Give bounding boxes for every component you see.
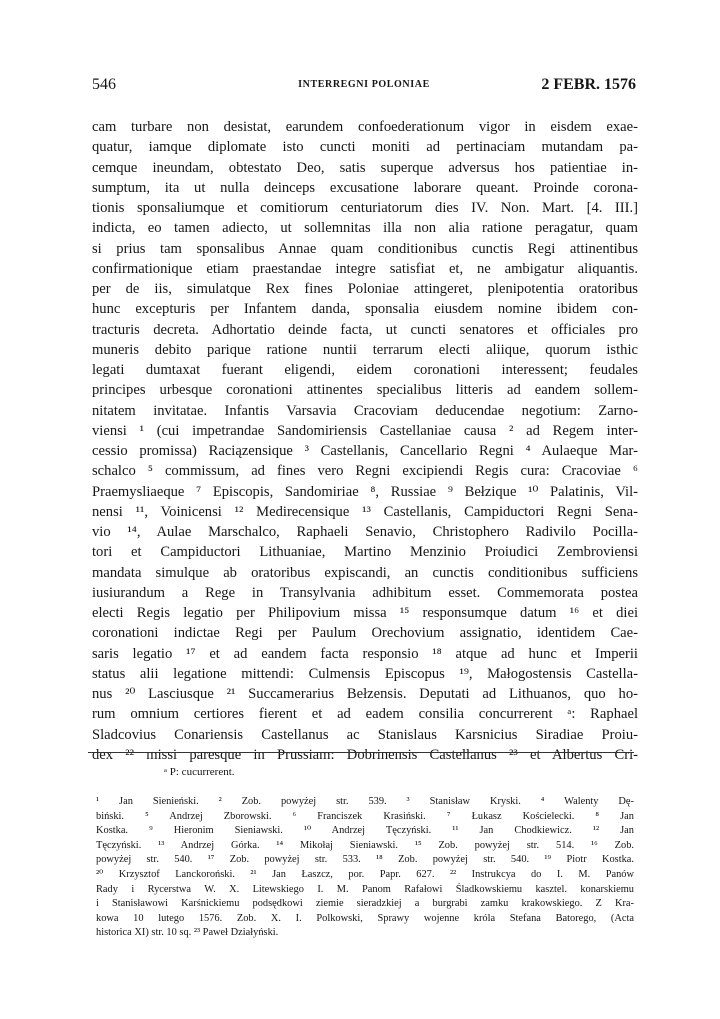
text-line: electi Regis legatio per Philipovium missa ¹⁵ responsumque datum ¹⁶ et diei xyxy=(92,605,638,621)
running-date: 2 FEBR. 1576 xyxy=(541,76,636,93)
text-line: rum omnium certiores fierent et ad eadem consilia concurrerent ᵃ: Raphael xyxy=(92,706,638,723)
text-line: tionis sponsaliumque et comitiorum centuriatorum dies IV. Non. Mart. [4. III.] xyxy=(92,200,638,216)
footnote-line: i Stanisławowi Karśnickiemu podsędkowi ziemie sieradzkiej a burgrabi zamku krakowskiego. Z Kra- xyxy=(96,898,634,910)
text-line: coronationi indictae Regi per Paulum Orechovium assignatio, identidem Cae- xyxy=(92,625,638,642)
footnote-line: ²⁰ Krzysztof Lanckoroński. ²¹ Jan Łaszcz, por. Papr. 627. ²² Instrukcya do I. M. Panów xyxy=(96,868,634,880)
text-line: nitatem invitatae. Infantis Varsavia Cracoviam deducendae negotium: Zarno- xyxy=(92,402,638,419)
text-line: confirmationique etiam praestandae integre satisfiat et, ne ambigatur aliquantis. xyxy=(92,260,638,277)
footnote-separator xyxy=(88,752,634,753)
footnote-line: Rady i Rycerstwa W. X. Litewskiego I. M. Panom Rafałowi Śladkowskiemu kasztel. konarskiemu xyxy=(96,883,634,895)
text-line: mandata simulque ab oratoribus expiscandi, an cunctis conditionibus sufficiens xyxy=(92,564,638,581)
page-number: 546 xyxy=(92,76,116,93)
text-line: hunc excepturis per Infantem danda, sponsalia eiusdem nomine ibidem con- xyxy=(92,301,638,318)
text-line: indicta, eo tamen adiecto, ut sollemnitas illa non alia ratione peragatur, quam xyxy=(92,220,638,237)
text-line: tracturis decreta. Adhortatio deinde facta, ut cuncti senatores et officiales pro xyxy=(92,321,638,338)
text-line: schalco ⁵ commissum, ad fines vero Regni excipiendi Regis cura: Cracoviae ⁶ xyxy=(92,463,638,480)
footnote-line: biński. ⁵ Andrzej Zborowski. ⁶ Franciszek Krasiński. ⁷ Łukasz Kościelecki. ⁸ Jan xyxy=(96,810,634,822)
footnote-line: Tęczyński. ¹³ Andrzej Górka. ¹⁴ Mikołaj Sieniawski. ¹⁵ Zob. powyżej str. 514. ¹⁶ Zob. xyxy=(96,839,634,851)
text-line: legati dumtaxat fuerant eligendi, eidem coronationi interessent; feudales xyxy=(92,362,638,378)
text-line: saris legatio ¹⁷ et ad eandem facta responsio ¹⁸ atque ad hunc et Imperii xyxy=(92,645,638,662)
running-title: INTERREGNI POLONIAE xyxy=(298,79,430,90)
text-line: iusiurandum a Rege in Transylvania adhibitum esset. Commemorata postea xyxy=(92,584,638,601)
text-line: muneris debito parique ratione nuntii terrarum electi aliique, quorum isthic xyxy=(92,341,638,358)
text-line: sumptum, ita ut nulla deinceps excusatione laborare queant. Proinde corona- xyxy=(92,179,638,196)
text-line: status alii legatione mittendi: Culmensis Episcopus ¹⁹, Małogostensis Castella- xyxy=(92,665,638,682)
text-line: Praemysliaeque ⁷ Episcopis, Sandomiriae ⁸, Russiae ⁹ Bełzique ¹⁰ Palatinis, Vil- xyxy=(92,483,638,500)
text-line: Sladcovius Conariensis Castellanus ac Stanislaus Karsnicius Siradiae Proiu- xyxy=(92,726,638,743)
text-line: cessio promissa) Raciązensique ³ Castellanis, Cancellario Regni ⁴ Aulaeque Mar- xyxy=(92,443,638,459)
text-line: principes urbesque coronationi attinentes specialibus litteris ad eandem sollem- xyxy=(92,382,638,399)
text-line: nensi ¹¹, Voinicensi ¹² Medirecensique ¹³ Castellanis, Campiductori Regni Sena- xyxy=(92,503,638,520)
text-line: per de iis, simulatque Rex fines Poloniae attingeret, plenipotentia oratoribus xyxy=(92,281,638,297)
footnote-line: powyżej str. 540. ¹⁷ Zob. powyżej str. 533. ¹⁸ Zob. powyżej str. 540. ¹⁹ Piotr Kostka. xyxy=(96,854,634,866)
text-line: vio ¹⁴, Aulae Marschalco, Raphaeli Senavio, Christophero Radivilo Pocilla- xyxy=(92,524,638,540)
text-line: tori et Campiductori Lithuaniae, Martino Menzinio Proiudici Zembroviensi xyxy=(92,544,638,561)
footnote-line: kowa 10 lutego 1576. Zob. X. I. Polkowski, Sprawy wojenne króla Stefana Batorego, (Acta xyxy=(96,912,634,924)
text-line: si prius tam sponsalibus Annae quam conditionibus cunctis Regi attinentibus xyxy=(92,240,638,257)
text-line: quatur, iamque diplomate isto cuncti moniti ad pertinaciam mutandam pa- xyxy=(92,139,638,156)
textual-variant-note: ᵃ P: cucurrerent. xyxy=(164,766,235,778)
text-line: nus ²⁰ Lasciusque ²¹ Succamerarius Bełzensis. Deputati ad Lithuanos, quo ho- xyxy=(92,686,638,702)
text-line: dex ²² missi paresque in Prussiam: Dobrinensis Castellanus ²³ et Albertus Cri- xyxy=(92,746,638,763)
running-header xyxy=(92,76,636,98)
footnote-line: Kostka. ⁹ Hieronim Sieniawski. ¹⁰ Andrzej Tęczyński. ¹¹ Jan Chodkiewicz. ¹² Jan xyxy=(96,825,634,837)
text-line: cemque ineundam, obtestato Deo, satis superque adversus hos patientiae in- xyxy=(92,159,638,176)
footnotes xyxy=(96,795,634,941)
main-text xyxy=(92,117,638,765)
text-line: viensi ¹ (cui impetrandae Sandomiriensis Castellaniae causa ² ad Regem inter- xyxy=(92,422,638,439)
footnote-line: historica XI) str. 10 sq. ²³ Paweł Działyński. xyxy=(96,927,279,939)
footnote-line: ¹ Jan Sienieński. ² Zob. powyżej str. 539. ³ Stanisław Kryski. ⁴ Walenty Dę- xyxy=(96,796,634,807)
text-line: cam turbare non desistat, earundem confoederationum vigor in eisdem exae- xyxy=(92,119,638,135)
